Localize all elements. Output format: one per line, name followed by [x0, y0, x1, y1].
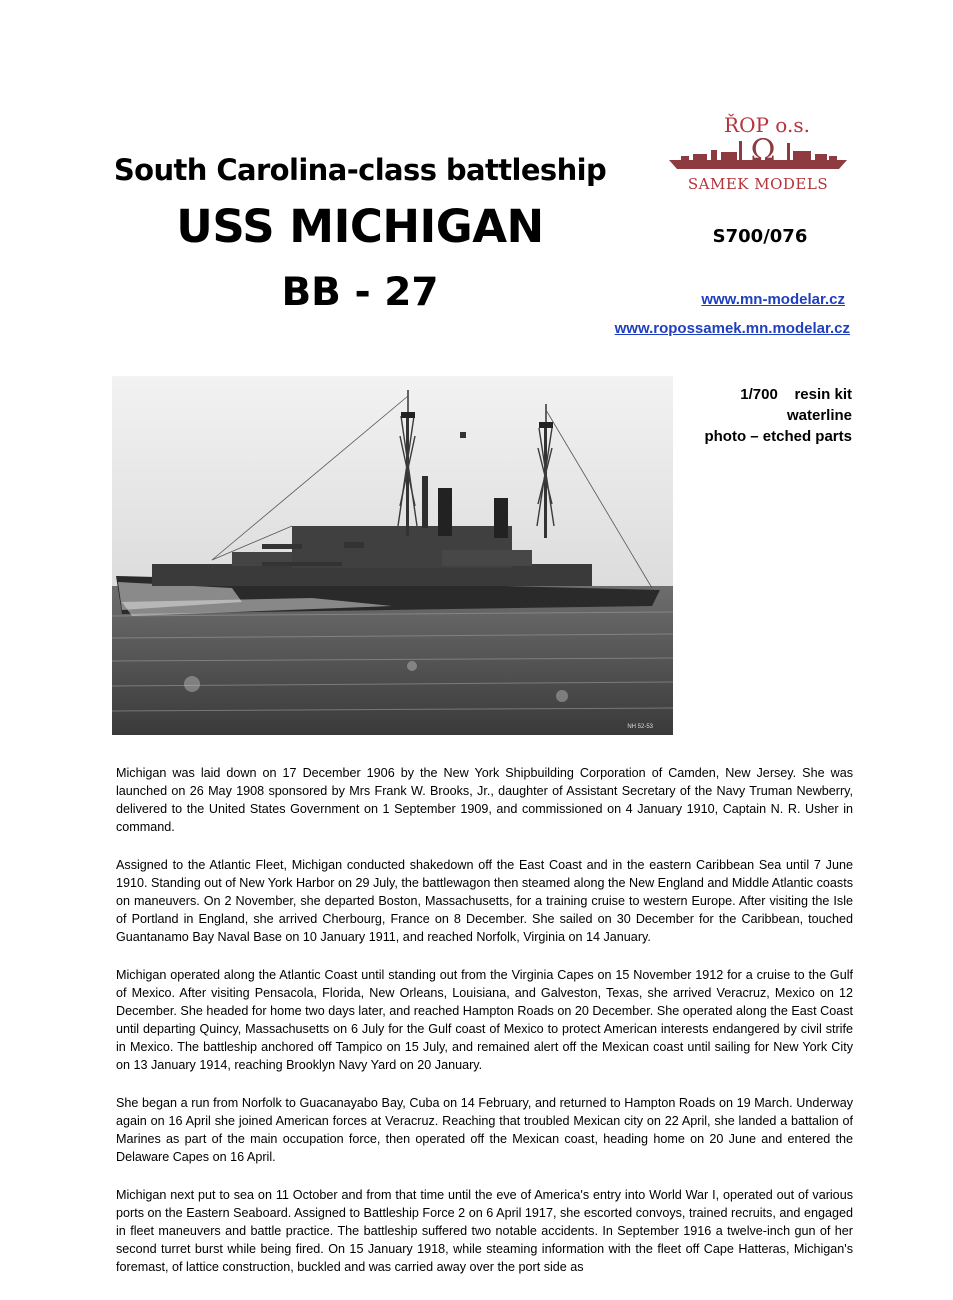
mn-modelar-link[interactable]: www.mn-modelar.cz: [701, 291, 845, 308]
history-text: [116, 764, 853, 1296]
battleship-photo: [112, 376, 673, 735]
hull-type-value: waterline: [786, 407, 852, 424]
title-block: [100, 150, 620, 317]
logo-brand-name: SAMEK MODELS: [687, 175, 829, 193]
ropossamek-link[interactable]: www.ropossamek.mn.modelar.cz: [614, 320, 850, 337]
ship-name-title: USS MICHIGAN: [176, 200, 544, 253]
warship-silhouette-icon: [667, 138, 849, 174]
battleship-photo-image: [112, 376, 673, 735]
extras-value: photo – etched parts: [704, 428, 852, 445]
samek-models-logo: [663, 114, 853, 193]
scale-row: [704, 384, 852, 405]
material-value: resin kit: [794, 386, 852, 403]
kit-specifications: [704, 384, 852, 447]
history-paragraph: She began a run from Norfolk to Guacanayabo Bay, Cuba on 14 February, and returned to Hampton Roads on 19 March. Underway again on 16 April she joined American forces at Veracruz. Reaching that troubled Mexican city on 22 April, she landed a battalion of Marines as part of the main occupation force, then operated off the Mexican coast, heading home on 20 June and entered the Delaware Capes on 16 April.: [116, 1096, 853, 1164]
history-paragraph: Michigan operated along the Atlantic Coast until standing out from the Virginia Capes on 15 November 1912 for a cruise to the Gulf of Mexico. After visiting Pensacola, Florida, New Orleans, Louisiana, and Galveston, Texas, she arrived Veracruz, Mexico on 12 December. She headed for home two days later, and reached Hampton Roads on 20 December. She operated along the East Coast until departing Quincy, Massachusetts on 6 July for the Gulf coast of Mexico to protect American interests endangered by civil strife in Mexico. The battleship anchored off Tampico on 15 July, and remained alert off the Mexican coast until sailing for New York City on 13 January 1914, reaching Brooklyn Navy Yard on 20 January.: [116, 968, 853, 1072]
logo-organization: ŘOP o.s.: [724, 113, 810, 137]
history-paragraph: Michigan was laid down on 17 December 1906 by the New York Shipbuilding Corporation of Camden, New Jersey. She was launched on 26 May 1908 sponsored by Mrs Frank W. Brooks, Jr., daughter of Assistant Secretary of the Navy Truman Newberry, delivered to the United States Government on 1 September 1909, and commissioned on 4 January 1910, Captain N. R. Usher in command.: [116, 766, 853, 834]
history-paragraph: Michigan next put to sea on 11 October and from that time until the eve of America's entry into World War I, operated out of various ports on the Eastern Seaboard. Assigned to Battleship Force 2 on 6 April 1917, she escorted convoys, trained recruits, and engaged in fleet maneuvers and battle practice. The battleship suffered two notable accidents. In September 1916 a twelve-inch gun of her second turret burst while being fired. On 15 January 1918, while steaming information with the fleet off Cape Hatteras, Michigan's foremast, of lattice construction, buckled and was carried away over the port side as: [116, 1188, 853, 1274]
photo-corner-code: NH 52-53: [627, 724, 653, 730]
scale-value: 1/700: [740, 386, 778, 403]
ship-class-subtitle: South Carolina-class battleship: [113, 153, 607, 187]
kit-code: S700/076: [712, 226, 808, 247]
svg-text:Ω: Ω: [750, 138, 776, 168]
hull-number: BB - 27: [281, 270, 439, 315]
history-paragraph: Assigned to the Atlantic Fleet, Michigan conducted shakedown off the East Coast and in the eastern Caribbean Sea until 7 June 1910. Standing out of New York Harbor on 29 July, the battlewagon then steamed along the New England and Middle Atlantic coasts on maneuvers. On 2 November, she departed Boston, Massachusetts, for a training cruise to western Europe. After visiting the Isle of Portland in England, she arrived Cherbourg, France on 8 December. She sailed on 30 December for the Caribbean, touched Guantanamo Bay Naval Base on 10 January 1911, and reached Norfolk, Virginia on 14 January.: [116, 858, 853, 944]
